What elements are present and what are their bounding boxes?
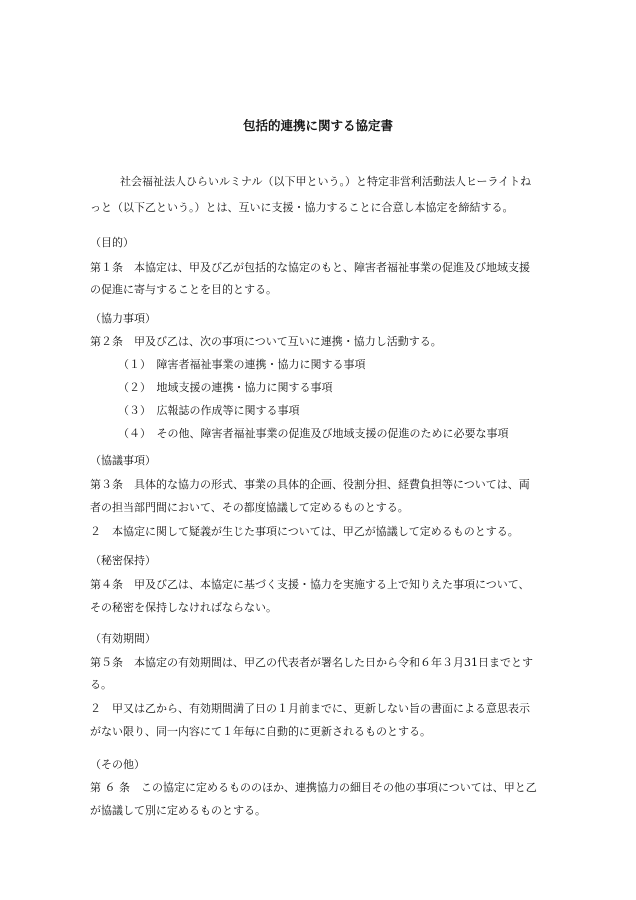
article-2-item-3: （３） 広報誌の作成等に関する事項 bbox=[118, 404, 300, 417]
article-3-line-2: 者の担当部門間において、その都度協議して定めるものとする。 bbox=[90, 501, 409, 514]
section-heading-other: （その他） bbox=[90, 758, 145, 771]
article-2-item-1: （１） 障害者福祉事業の連携・協力に関する事項 bbox=[118, 358, 366, 371]
article-2-item-2: （２） 地域支援の連携・協力に関する事項 bbox=[118, 381, 333, 394]
section-heading-validity: （有効期間） bbox=[90, 632, 156, 645]
article-1-line-1: 第１条 本協定は、甲及び乙が包括的な協定のもと、障害者福祉事業の促進及び地域支援 bbox=[90, 261, 530, 274]
article-2-line-1: 第２条 甲及び乙は、次の事項について互いに連携・協力し活動する。 bbox=[90, 335, 442, 348]
article-3-line-3: ２ 本協定に関して疑義が生じた事項については、甲乙が協議して定めるものとする。 bbox=[90, 525, 519, 538]
section-heading-consultation: （協議事項） bbox=[90, 454, 156, 467]
section-heading-confidentiality: （秘密保持） bbox=[90, 554, 156, 567]
article-2-item-4: （４） その他、障害者福祉事業の促進及び地域支援の促進のために必要な事項 bbox=[118, 427, 509, 440]
section-heading-cooperation: （協力事項） bbox=[90, 312, 156, 325]
article-5-line-1: 第５条 本協定の有効期間は、甲乙の代表者が署名した日から令和６年３月31日までとす bbox=[90, 656, 533, 669]
preamble-line-1: 社会福祉法人ひらいルミナル（以下甲という。）と特定非営利活動法人ヒーライトね bbox=[120, 175, 532, 188]
article-4-line-2: その秘密を保持しなければならない。 bbox=[90, 601, 277, 614]
section-heading-purpose: （目的） bbox=[90, 236, 134, 249]
article-4-line-1: 第４条 甲及び乙は、本協定に基づく支援・協力を実施する上で知りえた事項について、 bbox=[90, 578, 530, 591]
article-5-line-3: ２ 甲又は乙から、有効期間満了日の１月前までに、更新しない旨の書面による意思表示 bbox=[90, 702, 530, 715]
article-1-line-2: の促進に寄与することを目的とする。 bbox=[90, 283, 277, 296]
article-6-line-2: が協議して別に定めるものとする。 bbox=[90, 804, 266, 817]
preamble-line-2: っと（以下乙という。）とは、互いに支援・協力することに合意し本協定を締結する。 bbox=[90, 201, 514, 214]
article-5-line-4: がない限り、同一内容にて１年毎に自動的に更新されるものとする。 bbox=[90, 725, 431, 738]
article-3-line-1: 第３条 具体的な協力の形式、事業の具体的企画、役割分担、経費負担等については、両 bbox=[90, 478, 530, 491]
article-5-line-2: る。 bbox=[90, 678, 112, 691]
article-6-line-1: 第 ６ 条 この協定に定めるもののほか、連携協力の細目その他の事項については、甲と乙 bbox=[90, 781, 537, 794]
document-title: 包括的連携に関する協定書 bbox=[242, 118, 393, 133]
